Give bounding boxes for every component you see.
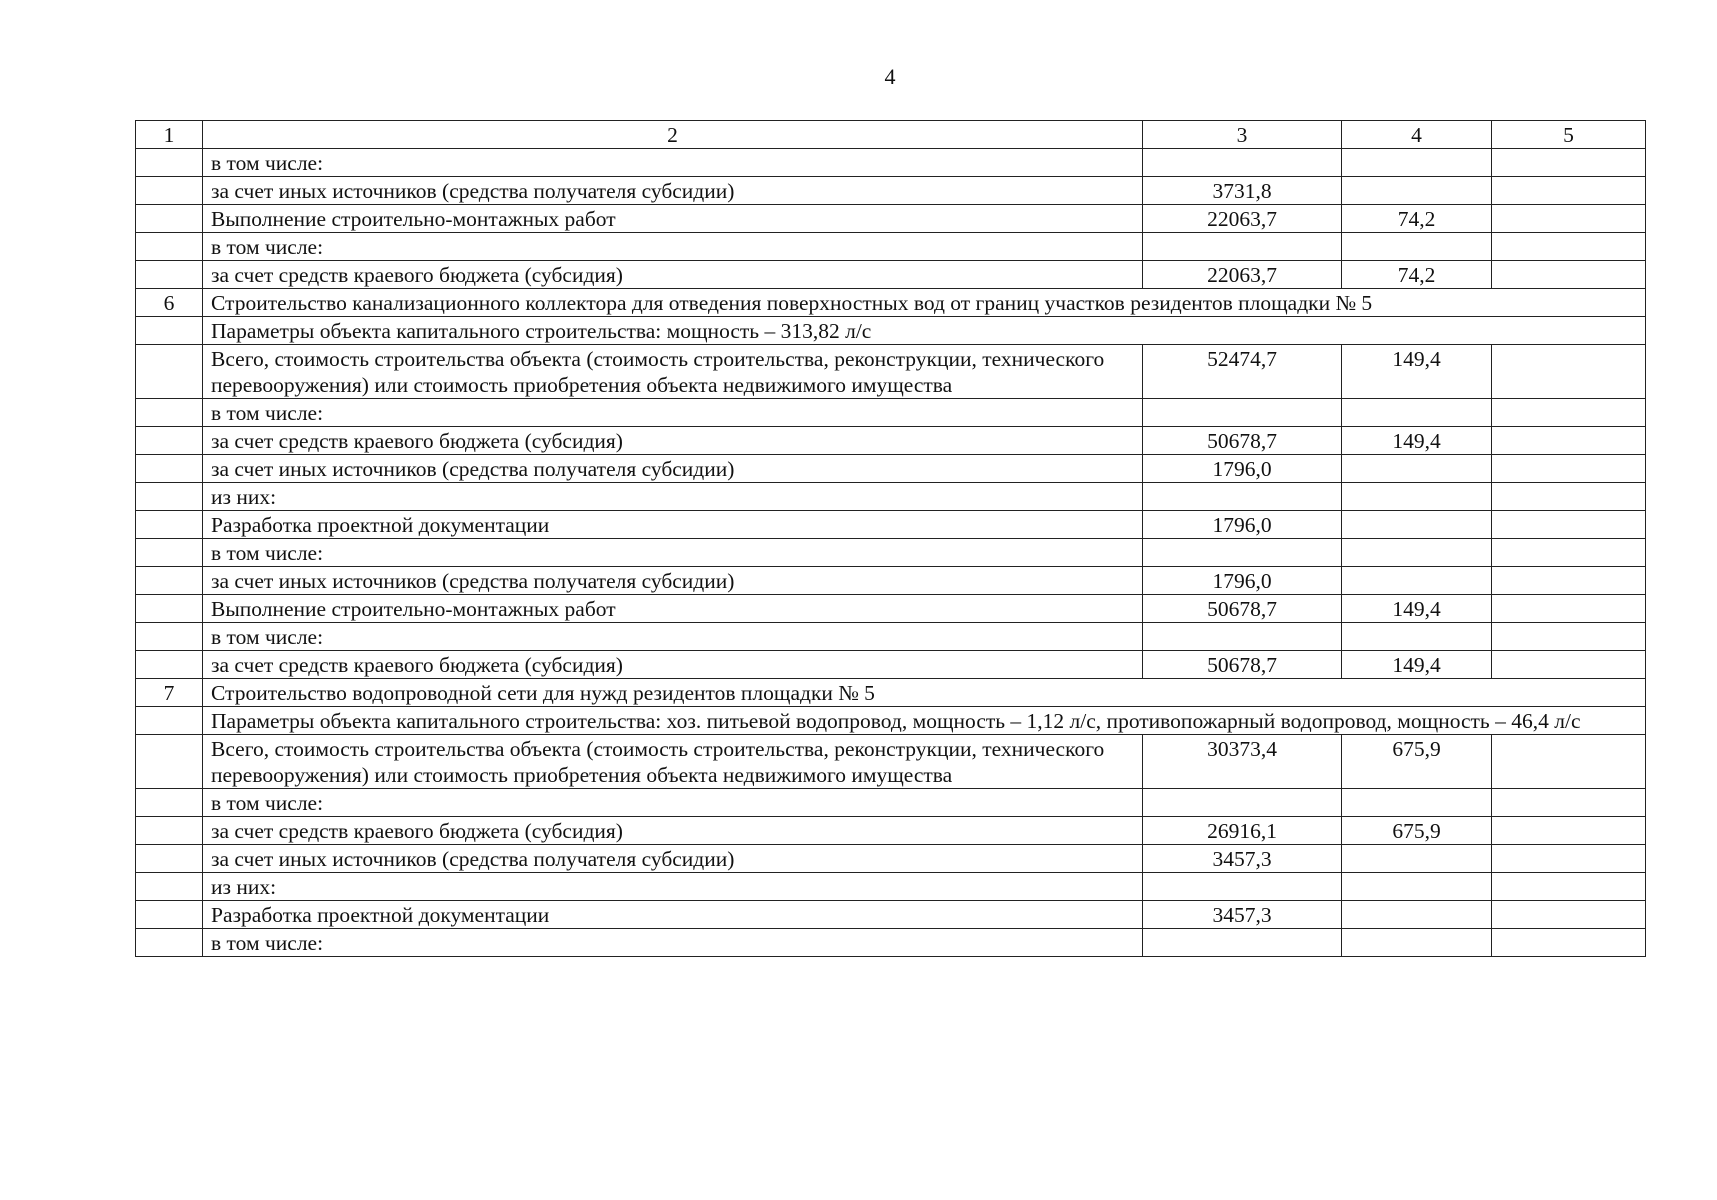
description-cell: Выполнение строительно-монтажных работ xyxy=(203,205,1143,233)
value-col5-cell xyxy=(1492,817,1646,845)
table-row xyxy=(136,901,1646,929)
value-col5-cell xyxy=(1492,483,1646,511)
table-row xyxy=(136,845,1646,873)
section-title-cell: Параметры объекта капитального строительства: хоз. питьевой водопровод, мощность – 1,12 л/с, противопожарный водопровод, мощность – 46,4 л/с xyxy=(203,707,1646,735)
description-cell: в том числе: xyxy=(203,789,1143,817)
row-number-cell xyxy=(136,707,203,735)
description-cell: за счет иных источников (средства получателя субсидии) xyxy=(203,177,1143,205)
value-col4-cell xyxy=(1342,873,1492,901)
table-header-row xyxy=(136,121,1646,149)
section-title-cell: Строительство водопроводной сети для нужд резидентов площадки № 5 xyxy=(203,679,1646,707)
value-col5-cell xyxy=(1492,233,1646,261)
value-col4-cell: 675,9 xyxy=(1342,735,1492,789)
value-col5-cell xyxy=(1492,929,1646,957)
table-row xyxy=(136,261,1646,289)
table-row xyxy=(136,483,1646,511)
table-row xyxy=(136,873,1646,901)
value-col5-cell xyxy=(1492,623,1646,651)
table-row xyxy=(136,595,1646,623)
value-col5-cell xyxy=(1492,651,1646,679)
description-cell: за счет средств краевого бюджета (субсидия) xyxy=(203,261,1143,289)
row-number-cell xyxy=(136,177,203,205)
value-col4-cell xyxy=(1342,845,1492,873)
value-col3-cell xyxy=(1143,539,1342,567)
description-cell: за счет средств краевого бюджета (субсидия) xyxy=(203,427,1143,455)
description-cell: в том числе: xyxy=(203,399,1143,427)
row-number-cell xyxy=(136,817,203,845)
row-number-cell xyxy=(136,789,203,817)
row-number-cell xyxy=(136,595,203,623)
value-col5-cell xyxy=(1492,455,1646,483)
value-col3-cell xyxy=(1143,483,1342,511)
value-col4-cell xyxy=(1342,929,1492,957)
table-row xyxy=(136,427,1646,455)
value-col4-cell xyxy=(1342,567,1492,595)
description-cell: за счет средств краевого бюджета (субсидия) xyxy=(203,817,1143,845)
value-col4-cell xyxy=(1342,511,1492,539)
description-cell: в том числе: xyxy=(203,233,1143,261)
description-cell: в том числе: xyxy=(203,929,1143,957)
value-col4-cell xyxy=(1342,177,1492,205)
value-col4-cell xyxy=(1342,233,1492,261)
value-col3-cell xyxy=(1143,149,1342,177)
table-row xyxy=(136,735,1646,789)
table-row xyxy=(136,177,1646,205)
value-col4-cell xyxy=(1342,149,1492,177)
row-number-cell xyxy=(136,623,203,651)
row-number-cell xyxy=(136,233,203,261)
value-col4-cell xyxy=(1342,399,1492,427)
description-cell: в том числе: xyxy=(203,149,1143,177)
row-number-cell xyxy=(136,651,203,679)
row-number-cell xyxy=(136,539,203,567)
value-col5-cell xyxy=(1492,177,1646,205)
table-row xyxy=(136,205,1646,233)
row-number-cell xyxy=(136,149,203,177)
table-row xyxy=(136,233,1646,261)
table-row xyxy=(136,651,1646,679)
value-col4-cell xyxy=(1342,539,1492,567)
row-number-cell xyxy=(136,845,203,873)
value-col3-cell: 1796,0 xyxy=(1143,455,1342,483)
value-col5-cell xyxy=(1492,595,1646,623)
value-col4-cell: 675,9 xyxy=(1342,817,1492,845)
description-cell: за счет иных источников (средства получателя субсидии) xyxy=(203,567,1143,595)
table-row xyxy=(136,567,1646,595)
value-col5-cell xyxy=(1492,539,1646,567)
table-row xyxy=(136,623,1646,651)
value-col3-cell: 30373,4 xyxy=(1143,735,1342,789)
value-col5-cell xyxy=(1492,345,1646,399)
value-col4-cell: 149,4 xyxy=(1342,595,1492,623)
value-col5-cell xyxy=(1492,205,1646,233)
description-cell: из них: xyxy=(203,483,1143,511)
value-col5-cell xyxy=(1492,789,1646,817)
value-col3-cell xyxy=(1143,623,1342,651)
table-row xyxy=(136,789,1646,817)
value-col3-cell: 52474,7 xyxy=(1143,345,1342,399)
description-cell: Разработка проектной документации xyxy=(203,511,1143,539)
value-col5-cell xyxy=(1492,511,1646,539)
row-number-cell: 6 xyxy=(136,289,203,317)
value-col3-cell xyxy=(1143,399,1342,427)
description-cell: за счет иных источников (средства получателя субсидии) xyxy=(203,455,1143,483)
value-col5-cell xyxy=(1492,567,1646,595)
table-row xyxy=(136,707,1646,735)
row-number-cell xyxy=(136,317,203,345)
value-col3-cell: 50678,7 xyxy=(1143,595,1342,623)
description-cell: Разработка проектной документации xyxy=(203,901,1143,929)
value-col4-cell xyxy=(1342,901,1492,929)
row-number-cell xyxy=(136,511,203,539)
value-col4-cell: 74,2 xyxy=(1342,261,1492,289)
budget-table xyxy=(135,120,1646,957)
value-col5-cell xyxy=(1492,735,1646,789)
value-col5-cell xyxy=(1492,149,1646,177)
row-number-cell xyxy=(136,261,203,289)
table-row xyxy=(136,317,1646,345)
section-title-cell: Строительство канализационного коллектора для отведения поверхностных вод от границ участков резидентов площадки № 5 xyxy=(203,289,1646,317)
row-number-cell xyxy=(136,901,203,929)
value-col3-cell: 50678,7 xyxy=(1143,427,1342,455)
page-number: 4 xyxy=(884,64,896,89)
row-number-cell xyxy=(136,483,203,511)
value-col3-cell: 3731,8 xyxy=(1143,177,1342,205)
table-row xyxy=(136,455,1646,483)
row-number-cell xyxy=(136,205,203,233)
value-col3-cell xyxy=(1143,873,1342,901)
description-cell: за счет иных источников (средства получателя субсидии) xyxy=(203,845,1143,873)
value-col3-cell xyxy=(1143,233,1342,261)
table-row xyxy=(136,289,1646,317)
value-col4-cell xyxy=(1342,483,1492,511)
table-row xyxy=(136,511,1646,539)
header-cell: 3 xyxy=(1143,121,1342,149)
description-cell: за счет средств краевого бюджета (субсидия) xyxy=(203,651,1143,679)
header-cell: 2 xyxy=(203,121,1143,149)
table-row xyxy=(136,399,1646,427)
table-row xyxy=(136,345,1646,399)
value-col3-cell: 3457,3 xyxy=(1143,845,1342,873)
value-col5-cell xyxy=(1492,845,1646,873)
value-col5-cell xyxy=(1492,399,1646,427)
value-col3-cell: 1796,0 xyxy=(1143,567,1342,595)
value-col5-cell xyxy=(1492,427,1646,455)
value-col4-cell xyxy=(1342,623,1492,651)
value-col3-cell: 22063,7 xyxy=(1143,261,1342,289)
table-row xyxy=(136,817,1646,845)
row-number-cell xyxy=(136,929,203,957)
value-col3-cell: 50678,7 xyxy=(1143,651,1342,679)
header-cell: 4 xyxy=(1342,121,1492,149)
header-cell: 1 xyxy=(136,121,203,149)
row-number-cell xyxy=(136,873,203,901)
row-number-cell xyxy=(136,399,203,427)
table-row xyxy=(136,929,1646,957)
row-number-cell xyxy=(136,427,203,455)
table-row xyxy=(136,679,1646,707)
table-row xyxy=(136,539,1646,567)
value-col4-cell: 149,4 xyxy=(1342,651,1492,679)
row-number-cell xyxy=(136,735,203,789)
value-col3-cell: 3457,3 xyxy=(1143,901,1342,929)
value-col4-cell xyxy=(1342,789,1492,817)
value-col4-cell: 149,4 xyxy=(1342,345,1492,399)
row-number-cell xyxy=(136,455,203,483)
description-cell: Всего, стоимость строительства объекта (стоимость строительства, реконструкции, технического перевооружения) или стоимость приобретения объекта недвижимого имущества xyxy=(203,345,1143,399)
value-col3-cell: 1796,0 xyxy=(1143,511,1342,539)
row-number-cell xyxy=(136,345,203,399)
row-number-cell xyxy=(136,567,203,595)
value-col3-cell xyxy=(1143,789,1342,817)
value-col3-cell xyxy=(1143,929,1342,957)
description-cell: в том числе: xyxy=(203,539,1143,567)
value-col3-cell: 26916,1 xyxy=(1143,817,1342,845)
description-cell: Выполнение строительно-монтажных работ xyxy=(203,595,1143,623)
table-row xyxy=(136,149,1646,177)
value-col5-cell xyxy=(1492,261,1646,289)
value-col3-cell: 22063,7 xyxy=(1143,205,1342,233)
row-number-cell: 7 xyxy=(136,679,203,707)
value-col4-cell xyxy=(1342,455,1492,483)
value-col5-cell xyxy=(1492,901,1646,929)
header-cell: 5 xyxy=(1492,121,1646,149)
value-col4-cell: 74,2 xyxy=(1342,205,1492,233)
description-cell: из них: xyxy=(203,873,1143,901)
description-cell: Всего, стоимость строительства объекта (стоимость строительства, реконструкции, технического перевооружения) или стоимость приобретения объекта недвижимого имущества xyxy=(203,735,1143,789)
value-col5-cell xyxy=(1492,873,1646,901)
value-col4-cell: 149,4 xyxy=(1342,427,1492,455)
section-title-cell: Параметры объекта капитального строительства: мощность – 313,82 л/с xyxy=(203,317,1646,345)
description-cell: в том числе: xyxy=(203,623,1143,651)
